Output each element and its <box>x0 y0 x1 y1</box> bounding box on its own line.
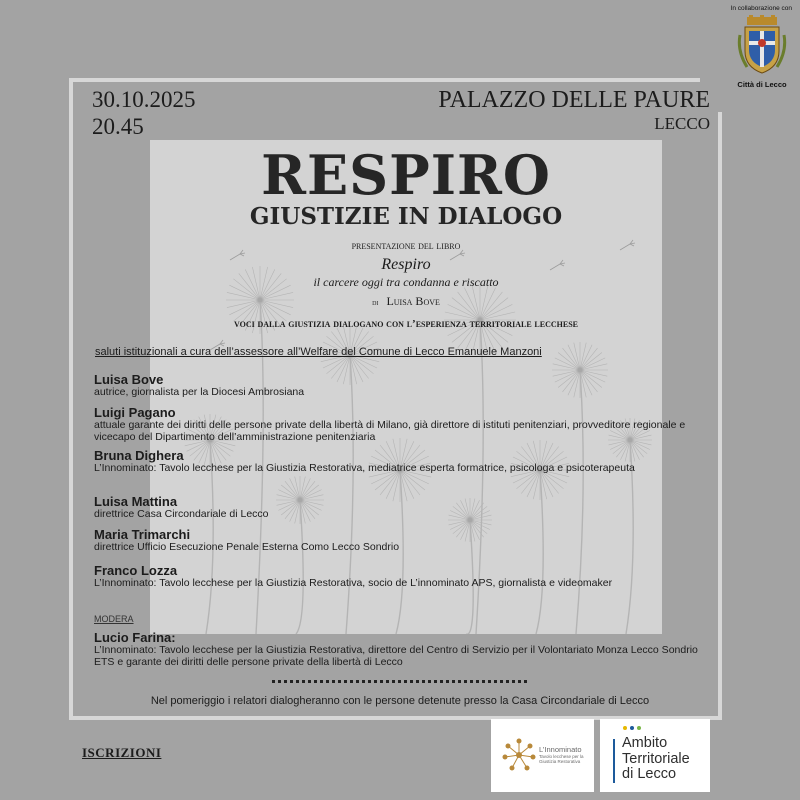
speaker-name: Luigi Pagano <box>94 405 176 420</box>
city-name: Città di Lecco <box>737 80 787 89</box>
presentation-label: presentazione del libro <box>351 240 461 252</box>
dandelion-head <box>184 414 236 634</box>
city-crest-icon <box>737 15 787 77</box>
speaker-name: Maria Trimarchi <box>94 527 191 542</box>
innominato-logo-icon <box>499 735 539 775</box>
event-date: 30.10.2025 <box>92 87 196 112</box>
speaker-item <box>94 448 714 475</box>
event-subtitle: GIUSTIZIE IN DIALOGO <box>249 203 563 230</box>
innominato-name: L’Innominato <box>539 745 582 754</box>
dotted-divider <box>272 680 527 683</box>
speaker-item <box>94 563 714 590</box>
institutional-greetings: saluti istituzionali a cura dell’assessore all’Welfare del Comune di Lecco Emanuele Manzoni <box>95 346 542 358</box>
speaker-item <box>94 494 714 521</box>
event-tagline: voci dalla giustizia dialogano con l’esperienza territoriale lecchese <box>233 318 578 330</box>
speaker-item <box>94 527 714 554</box>
ambito-line-3: di Lecco <box>622 766 677 782</box>
book-title: Respiro <box>381 256 431 273</box>
moderator-name: Lucio Farina: <box>94 630 176 645</box>
ambito-line-1: Ambito <box>622 735 668 751</box>
speaker-item <box>94 405 714 443</box>
ambito-logo-bar <box>613 739 615 783</box>
venue-city: LECCO <box>654 114 710 133</box>
speaker-role: L’Innominato: Tavolo lecchese per la Giustizia Restorativa, mediatrice esperta formatrice, psicologa e psicoterapeuta <box>94 462 635 474</box>
event-datetime <box>92 86 196 140</box>
signup-link[interactable]: ISCRIZIONI <box>82 745 162 760</box>
event-venue <box>438 86 710 132</box>
ambito-line-2: Territoriale <box>622 750 690 767</box>
speaker-role: attuale garante dei diritti delle persone private della libertà di Milano, già direttore di istituti penitenziari, provveditore regionale e vicecapo del Dipartimento dell’amministrazione penitenziaria <box>94 419 686 443</box>
moderator-label: MODERA <box>94 614 134 624</box>
ambito-logo <box>600 719 710 792</box>
speaker-role: direttrice Casa Circondariale di Lecco <box>94 508 269 520</box>
innominato-tagline: Tavolo lecchese per la Giustizia Restorativa <box>539 754 584 764</box>
ambito-logo-icon <box>622 725 652 731</box>
by-label: di <box>372 298 379 307</box>
book-subtitle: il carcere oggi tra condanna e riscatto <box>313 275 499 289</box>
speaker-name: Franco Lozza <box>94 563 178 578</box>
book-author-line <box>150 294 662 309</box>
moderator-role: L’Innominato: Tavolo lecchese per la Giustizia Restorativa, direttore del Centro di Servizio per il Volontariato Monza Lecco Sondrio ETS e garante dei diritti delle persone private della libertà di Lecco <box>94 644 698 668</box>
collaboration-label: In collaborazione con <box>730 5 792 12</box>
footer-note: Nel pomeriggio i relatori dialogheranno con le persone detenute presso la Casa Circondariale di Lecco <box>150 695 650 707</box>
innominato-logo <box>491 719 594 792</box>
event-time: 20.45 <box>92 114 144 139</box>
event-title: RESPIRO <box>261 143 551 207</box>
innominato-logo-text <box>539 745 585 764</box>
book-author: Luisa Bove <box>386 294 440 308</box>
speaker-item <box>94 372 714 399</box>
speaker-role: direttrice Ufficio Esecuzione Penale Esterna Como Lecco Sondrio <box>94 541 400 553</box>
ambito-logo-text <box>622 736 690 783</box>
speaker-role: autrice, giornalista per la Diocesi Ambrosiana <box>94 386 305 398</box>
speaker-role: L’Innominato: Tavolo lecchese per la Giustizia Restorativa, socio de L’innominato APS, giornalista e videomaker <box>94 577 613 589</box>
moderator-item <box>94 630 714 668</box>
speaker-name: Bruna Dighera <box>94 448 184 463</box>
speaker-name: Luisa Bove <box>94 372 164 387</box>
venue-name: PALAZZO DELLE PAURE <box>438 87 710 113</box>
speaker-name: Luisa Mattina <box>94 494 178 509</box>
